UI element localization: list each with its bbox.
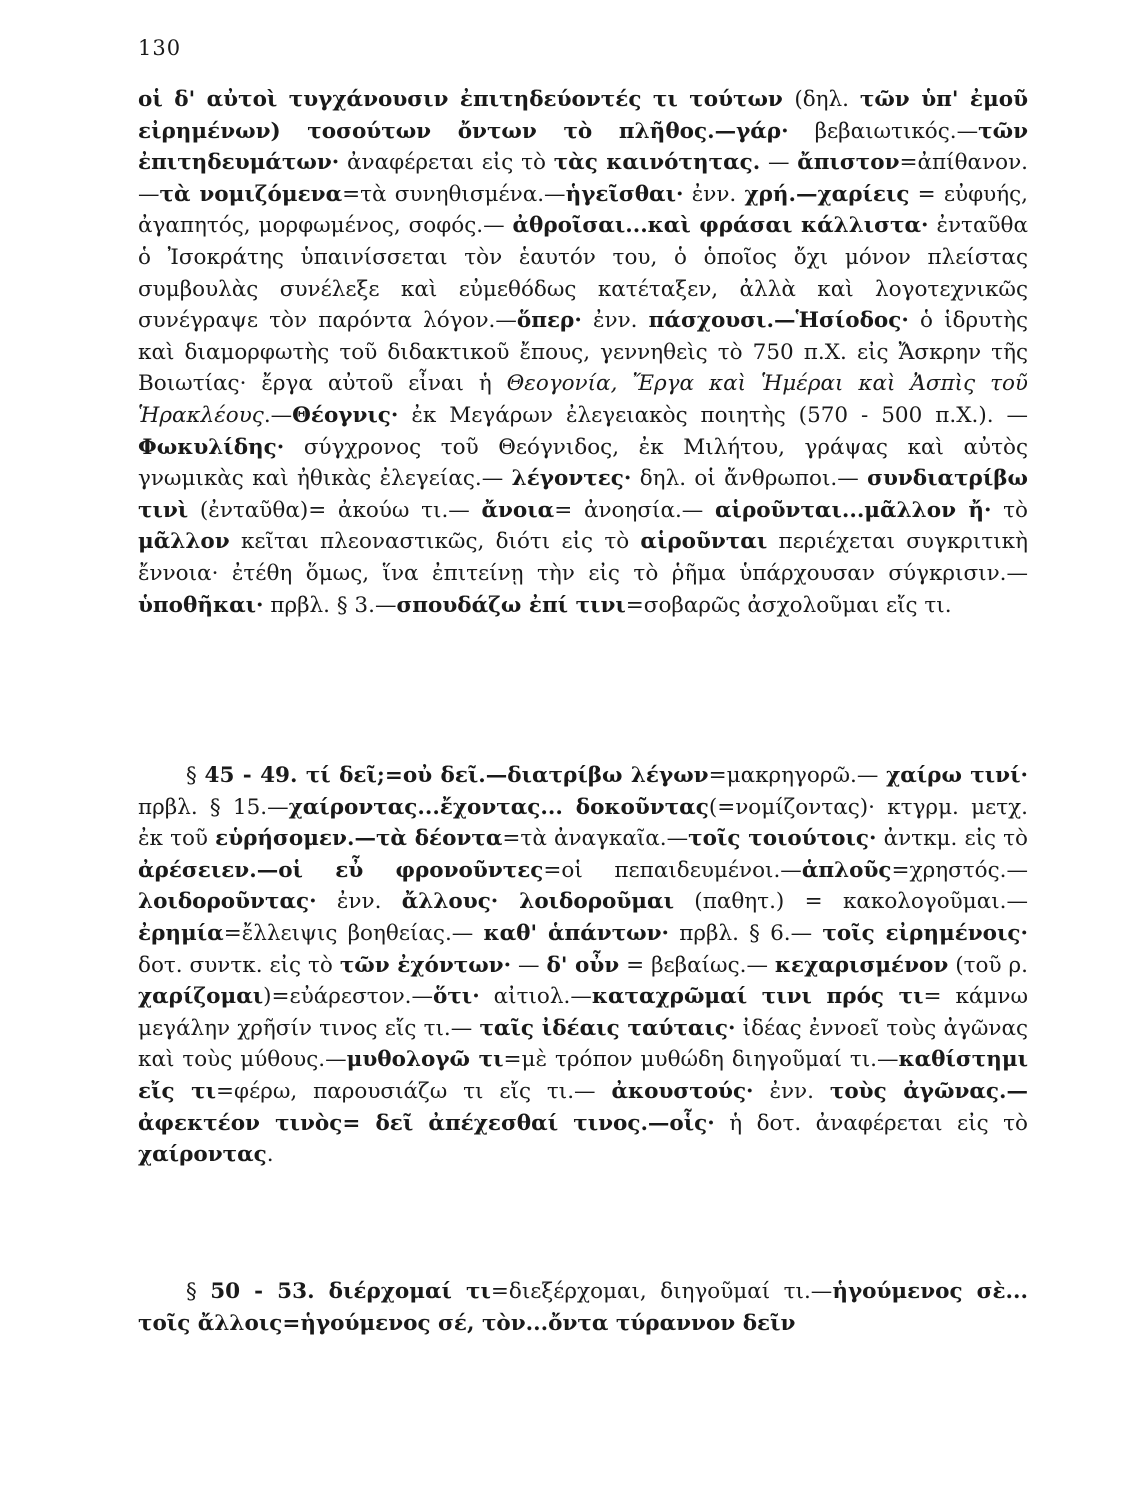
gloss-text: (δηλ. <box>794 87 860 112</box>
lemma-term: ὅπερ· <box>516 308 582 334</box>
gloss-text: =φέρω, παρουσιάζω τι εἴς τι.— <box>216 1078 612 1104</box>
gloss-text: =σοβαρῶς ἀσχολοῦμαι εἴς τι. <box>625 592 952 618</box>
lemma-term: ἀθροῖσαι...καὶ φράσαι κάλλιστα· <box>512 213 929 239</box>
lemma-term: αἱροῦνται <box>640 529 768 555</box>
gloss-text: πρβλ. § 6.— <box>669 920 823 946</box>
lemma-term: Θέογνις· <box>292 402 399 428</box>
gloss-text: § <box>186 1279 211 1304</box>
gloss-text: =ἔλλειψις βοηθείας.— <box>223 920 484 946</box>
lemma-term: ταῖς ἰδέαις ταύταις· <box>479 1015 736 1041</box>
gloss-text: =τὰ συνηθισμένα.— <box>342 181 566 207</box>
gloss-text: δοτ. συντκ. εἰς τὸ <box>138 952 340 978</box>
lemma-term: τὰ νομιζόμενα <box>159 181 343 207</box>
gloss-text: (τοῦ ρ. <box>948 952 1028 978</box>
lemma-term: ἐρημία <box>138 920 224 946</box>
lemma-term: συνδιατρίβω τινὶ <box>138 466 1028 523</box>
lemma-term: κεχαρισμένον <box>774 952 949 978</box>
lemma-term: τοῖς τοιούτοις· <box>688 826 877 852</box>
lemma-term: χαίροντας...ἔχοντας... δοκοῦντας <box>288 794 709 820</box>
lemma-term: σπουδάζω ἐπί τινι <box>396 592 626 618</box>
lemma-term: ἄπιστον <box>797 150 900 176</box>
gloss-text: ἐνταῦθα ὁ Ἰσοκράτης ὑπαινίσσεται τὸν ἑαυτόν του, ὁ ὁποῖος ὄχι μόνον πλείστας συμβουλὰς συνέλεξε καὶ εὐμεθόδως κατέταξεν, ἀλλὰ καὶ λογοτεχνικῶς συνέγραψε τὸν παρόντα λόγον.— <box>138 213 1028 334</box>
gloss-text: δηλ. οἱ ἄνθρωποι.— <box>631 466 868 492</box>
gloss-text: — <box>760 150 798 176</box>
gloss-text: =ἀπίθανον.— <box>138 150 1028 207</box>
gloss-text: (παθητ.) = κακολογοῦμαι.— <box>673 889 1028 915</box>
gloss-text: περιέχεται συγκριτικὴ ἔννοια· ἐτέθη ὅμως, ἵνα ἐπιτείνῃ τὴν εἰς τὸ ῥῆμα ὑπάρχουσαν σύγκρισιν.— <box>138 529 1028 586</box>
lemma-term: τῶν ἐπιτηδευμάτων· <box>138 118 1028 176</box>
lemma-term: ἁπλοῦς <box>801 857 892 883</box>
gloss-text: =οἱ πεπαιδευμένοι.— <box>543 857 802 883</box>
lemma-term: ἄνοια <box>481 497 555 523</box>
gloss-text: (ἐνταῦθα)= ἀκούω τι.— <box>188 497 482 523</box>
gloss-text: ἐνν. <box>753 1078 830 1104</box>
lemma-term: χαρίζομαι <box>138 984 264 1010</box>
gloss-text: ἀναφέρεται εἰς τὸ <box>339 150 554 176</box>
lemma-term: ἡγούμενος σὲ... τοῖς ἄλλοις=ἡγούμενος σέ, τὸν...ὄντα τύραννον δεῖν <box>138 1279 1029 1336</box>
gloss-text: τὸ <box>991 497 1028 523</box>
gloss-text: πρβλ. § 3.— <box>263 592 397 618</box>
gloss-text: κεῖται πλεοναστικῶς, διότι εἰς τὸ <box>229 529 641 555</box>
lemma-term: ἡγεῖσθαι· <box>565 181 684 207</box>
commentary-paragraph-2 <box>138 760 1028 1171</box>
gloss-text: ἡ δοτ. ἀναφέρεται εἰς τὸ <box>714 1110 1028 1136</box>
gloss-text: πρβλ. § 15.— <box>138 794 289 820</box>
gloss-text: ἐκ Μεγάρων ἐλεγειακὸς ποιητὴς (570 - 500 π.Χ.). — <box>398 402 1028 428</box>
lemma-term: τῶν ὑπ' ἐμοῦ εἰρημένων) τοσούτων ὄντων τὸ πλῆθος.—γάρ· <box>138 87 1028 144</box>
gloss-text: ὁ ἱδρυτὴς καὶ διαμορφωτὴς τοῦ διδακτικοῦ ἔπους, γεννηθεὶς τὸ 750 π.Χ. εἰς Ἄσκρην τῆς Βοιωτίας· ἔργα αὐτοῦ εἶναι ἡ <box>138 308 1029 397</box>
gloss-text: (=νομίζοντας)· κτγρμ. μετχ. ἐκ τοῦ <box>138 794 1028 852</box>
lemma-term: καθίστημι εἴς τι <box>138 1047 1028 1104</box>
lemma-term: μυθολογῶ τι <box>346 1047 504 1073</box>
gloss-text: )=εὐάρεστον.— <box>263 984 433 1010</box>
gloss-text: ἐνν. <box>683 181 745 207</box>
lemma-term: λέγοντες· <box>511 466 632 492</box>
lemma-term: 50 - 53. διέρχομαί τι <box>210 1279 491 1304</box>
work-title: Θεογονία, Ἔργα καὶ Ἡμέραι καὶ Ἀσπὶς τοῦ Ἡρακλέους <box>138 371 1028 428</box>
commentary-paragraph-1 <box>138 84 1028 621</box>
lemma-term: ὅτι· <box>432 984 480 1010</box>
lemma-term: οἱ δ' αὐτοὶ τυγχάνουσιν ἐπιτηδεύοντές τι τούτων <box>138 87 795 112</box>
gloss-text: =μακρηγορῶ.— <box>708 763 887 788</box>
lemma-term: εὑρήσομεν.—τὰ δέοντα <box>215 826 503 852</box>
gloss-text: = ἀνοησία.— <box>554 497 716 523</box>
lemma-term: Φωκυλίδης· <box>138 434 285 460</box>
lemma-term: χαίρω τινί· <box>886 763 1028 788</box>
gloss-text: =διεξέρχομαι, διηγοῦμαί τι.— <box>490 1279 833 1304</box>
lemma-term: πάσχουσι.—Ἡσίοδος· <box>648 308 909 334</box>
lemma-term: ἄλλους· λοιδοροῦμαι <box>401 889 674 915</box>
gloss-text: — <box>511 952 547 978</box>
lemma-term: τοῖς εἰρημένοις· <box>822 920 1028 946</box>
gloss-text: ἐνν. <box>316 889 402 915</box>
lemma-term: χαίροντας <box>138 1142 267 1168</box>
gloss-text: = βεβαίως.— <box>619 952 775 978</box>
lemma-term: τῶν ἐχόντων· <box>339 952 512 978</box>
gloss-text: =χρηστός.— <box>891 857 1028 883</box>
gloss-text: ἀντκμ. εἰς τὸ <box>876 826 1029 852</box>
lemma-term: μᾶλλον <box>138 529 230 555</box>
lemma-term: τοὺς ἀγῶνας.— ἀφεκτέον τινὸς= δεῖ ἀπέχεσθαί τινος.—οἷς· <box>138 1078 1028 1136</box>
gloss-text: . <box>266 1142 274 1168</box>
gloss-text: σύγχρονος τοῦ Θεόγνιδος, ἐκ Μιλήτου, γράψας καὶ αὐτὸς γνωμικὰς καὶ ἠθικὰς ἐλεγείας.— <box>138 434 1028 492</box>
lemma-term: καθ' ἁπάντων· <box>483 920 670 946</box>
lemma-term: ἀκουστούς· <box>611 1078 754 1104</box>
commentary-paragraph-3 <box>138 1276 1028 1339</box>
gloss-text: .— <box>263 402 293 428</box>
lemma-term: ἀρέσειεν.—οἱ εὖ φρονοῦντες <box>138 857 544 883</box>
gloss-text: αἰτιολ.— <box>479 984 592 1010</box>
lemma-term: αἱροῦνται...μᾶλλον ἤ· <box>715 497 992 523</box>
lemma-term: χρή.—χαρίεις <box>744 181 910 207</box>
lemma-term: ὑποθῆκαι· <box>138 592 264 618</box>
gloss-text: § <box>186 763 205 788</box>
gloss-text: =τὰ ἀναγκαῖα.— <box>502 826 689 852</box>
gloss-text: ἰδέας ἐννοεῖ τοὺς ἀγῶνας καὶ τοὺς μύθους.— <box>138 1015 1029 1073</box>
page-number: 130 <box>138 36 182 60</box>
lemma-term: καταχρῶμαί τινι πρός τι <box>591 984 924 1010</box>
lemma-term: δ' οὖν <box>546 952 620 978</box>
lemma-term: 45 - 49. τί δεῖ;=οὐ δεῖ.—διατρίβω λέγων <box>204 763 709 788</box>
lemma-term: τὰς καινότητας. <box>553 150 761 176</box>
gloss-text: ἐνν. <box>581 308 649 334</box>
gloss-text: βεβαιωτικός.— <box>788 118 979 144</box>
gloss-text: = κάμνω μεγάλην χρῆσίν τινος εἴς τι.— <box>138 984 1029 1041</box>
lemma-term: λοιδοροῦντας· <box>138 889 317 915</box>
gloss-text: =μὲ τρόπον μυθώδη διηγοῦμαί τι.— <box>503 1047 899 1073</box>
gloss-text: = εὐφυής, ἀγαπητός, μορφωμένος, σοφός.— <box>138 181 1029 239</box>
